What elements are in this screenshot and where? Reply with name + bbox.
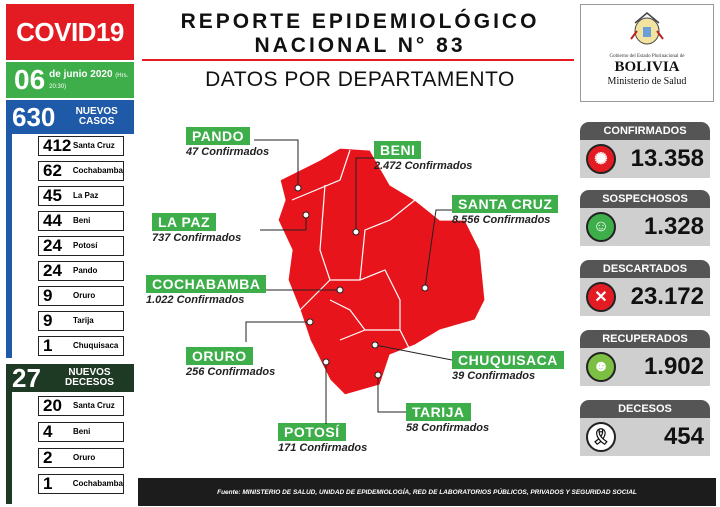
new-deaths-label: NUEVOS DECESOS xyxy=(65,366,114,388)
stat-suspected-label: SOSPECHOSOS xyxy=(580,190,710,208)
list-item: 1 Cochabamba xyxy=(38,474,124,494)
list-item: 9 Oruro xyxy=(38,286,124,306)
virus-icon: ✺ xyxy=(586,144,616,174)
new-cases-total: 630 xyxy=(12,102,56,132)
new-deaths-total: 27 xyxy=(12,363,41,393)
list-item: 45 La Paz xyxy=(38,186,124,206)
dep-beni: BENI 2.472 Confirmados xyxy=(374,142,473,172)
list-item: 9 Tarija xyxy=(38,311,124,331)
stat-suspected: ☺ 1.328 xyxy=(580,208,710,246)
dep-chuquisaca: CHUQUISACA 39 Confirmados xyxy=(452,352,564,382)
list-item: 44 Beni xyxy=(38,211,124,231)
mask-icon: ☺ xyxy=(586,212,616,242)
dep-santa-cruz: SANTA CRUZ 8.556 Confirmados xyxy=(452,196,558,226)
list-item: 412 Santa Cruz xyxy=(38,136,124,156)
covid-badge: COVID19 xyxy=(6,4,134,60)
date-day: 06 xyxy=(14,64,46,95)
dep-pando: PANDO 47 Confirmados xyxy=(186,128,270,158)
list-item: 24 Potosí xyxy=(38,236,124,256)
source-footer: Fuente: MINISTERIO DE SALUD, UNIDAD DE EPIDEMIOLOGÍA, RED DE LABORATORIOS PÚBLICOS, PRIVADOS Y SEGURIDAD SOCIAL xyxy=(138,478,716,506)
stat-deaths-label: DECESOS xyxy=(580,400,710,418)
list-item: 1 Chuquisaca xyxy=(38,336,124,356)
stat-discarded: ✕ 23.172 xyxy=(580,278,710,316)
list-item: 4 Beni xyxy=(38,422,124,442)
smiley-icon: ☻ xyxy=(586,352,616,382)
dep-tarija: TARIJA 58 Confirmados xyxy=(406,404,490,434)
ribbon-icon: 🎗 xyxy=(586,422,616,452)
stat-recovered: ☻ 1.902 xyxy=(580,348,710,386)
page-subtitle: DATOS POR DEPARTAMENTO xyxy=(205,68,515,91)
list-item: 20 Santa Cruz xyxy=(38,396,124,416)
list-item: 62 Cochabamba xyxy=(38,161,124,181)
cross-icon: ✕ xyxy=(586,282,616,312)
list-item: 2 Oruro xyxy=(38,448,124,468)
ministry-logo: Gobierno del Estado Plurinacional de BOLIVIA Ministerio de Salud xyxy=(580,4,714,102)
stat-confirmed: ✺ 13.358 xyxy=(580,140,710,178)
stat-confirmed-label: CONFIRMADOS xyxy=(580,122,710,140)
stat-discarded-label: DESCARTADOS xyxy=(580,260,710,278)
dep-oruro: ORURO 256 Confirmados xyxy=(186,348,276,378)
date-month: de junio 2020 (Hrs. 20:30) xyxy=(49,69,129,90)
report-title: REPORTE EPIDEMIOLÓGICO NACIONAL N° 83 xyxy=(180,10,540,57)
dep-la-paz: LA PAZ 737 Confirmados xyxy=(152,214,242,244)
dep-potosi: POTOSÍ 171 Confirmados xyxy=(278,424,368,454)
list-item: 24 Pando xyxy=(38,261,124,281)
dep-cochabamba: COCHABAMBA 1.022 Confirmados xyxy=(146,276,266,306)
stat-deaths: 🎗 454 xyxy=(580,418,710,456)
new-cases-label: NUEVOS CASOS xyxy=(75,105,118,127)
stat-recovered-label: RECUPERADOS xyxy=(580,330,710,348)
